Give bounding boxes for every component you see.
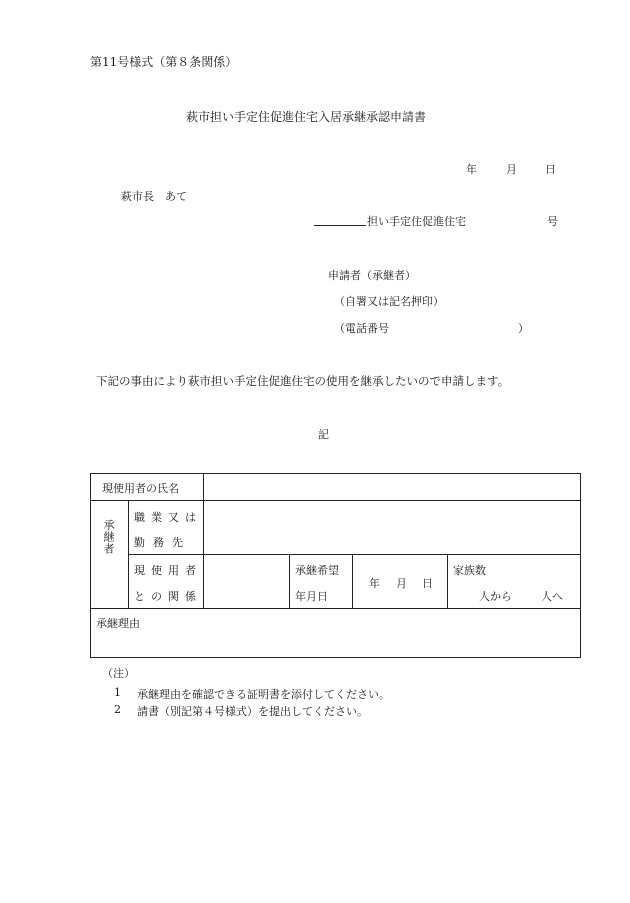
desired-year-label: 年 bbox=[369, 577, 380, 590]
relation-field[interactable] bbox=[208, 559, 284, 603]
family-to-label: 人へ bbox=[541, 590, 563, 603]
date-day-label: 日 bbox=[545, 163, 556, 176]
table-line bbox=[90, 500, 581, 501]
table-line bbox=[90, 473, 91, 658]
addressee: 萩市長 あて bbox=[121, 190, 187, 203]
applicant-phone-close: ） bbox=[518, 322, 529, 335]
current-user-name-field[interactable] bbox=[208, 478, 574, 496]
note-text: 承継理由を確認できる証明書を添付してください。 bbox=[137, 688, 390, 701]
desired-date-label-line2: 年月日 bbox=[295, 590, 328, 603]
housing-number-suffix: 号 bbox=[547, 215, 558, 228]
table-line bbox=[128, 500, 129, 608]
occupation-label-line1: 職業又は bbox=[134, 511, 202, 524]
applicant-seal-note: （自署又は記名押印） bbox=[334, 295, 444, 308]
successor-info-table bbox=[90, 473, 581, 657]
notes-heading: （注） bbox=[102, 667, 135, 680]
desired-month-label: 月 bbox=[396, 577, 407, 590]
occupation-field[interactable] bbox=[208, 505, 574, 549]
table-line bbox=[128, 554, 581, 555]
table-line bbox=[289, 554, 290, 608]
desired-date-label-line1: 承継希望 bbox=[295, 564, 339, 577]
table-line bbox=[203, 473, 204, 608]
relation-label-line2: との関係 bbox=[134, 590, 202, 603]
date-month-label: 月 bbox=[506, 163, 517, 176]
desired-day-label: 日 bbox=[422, 577, 433, 590]
note-number: 1 bbox=[114, 686, 121, 699]
table-line bbox=[90, 473, 581, 474]
relation-label-line1: 現使用者 bbox=[134, 564, 202, 577]
table-line bbox=[580, 473, 581, 658]
table-line bbox=[90, 608, 581, 609]
form-title: 萩市担い手定住促進住宅入居承継承認申請書 bbox=[186, 110, 427, 124]
table-line bbox=[90, 657, 581, 658]
note-text: 請書（別記第４号様式）を提出してください。 bbox=[137, 705, 368, 718]
reason-label: 承継理由 bbox=[96, 617, 140, 630]
ki-heading: 記 bbox=[318, 428, 329, 441]
housing-name-blank-line bbox=[314, 225, 366, 226]
successor-label: 承継者 bbox=[102, 519, 115, 555]
family-count-label: 家族数 bbox=[453, 564, 486, 577]
housing-name-suffix: 担い手定住促進住宅 bbox=[367, 215, 466, 228]
occupation-label-line2: 勤務先 bbox=[134, 536, 191, 549]
note-number: 2 bbox=[114, 703, 121, 716]
current-user-name-label: 現使用者の氏名 bbox=[102, 482, 179, 495]
table-line bbox=[447, 554, 448, 608]
reason-field[interactable] bbox=[96, 631, 574, 653]
applicant-label: 申請者（承継者） bbox=[328, 269, 416, 282]
date-year-label: 年 bbox=[466, 163, 477, 176]
form-number: 第11号様式（第８条関係） bbox=[90, 55, 238, 69]
applicant-phone-open: （電話番号 bbox=[334, 322, 389, 335]
table-line bbox=[352, 554, 353, 608]
request-statement: 下記の事由により萩市担い手定住促進住宅の使用を継承したいので申請します。 bbox=[96, 374, 510, 388]
family-from-label: 人から bbox=[479, 590, 512, 603]
